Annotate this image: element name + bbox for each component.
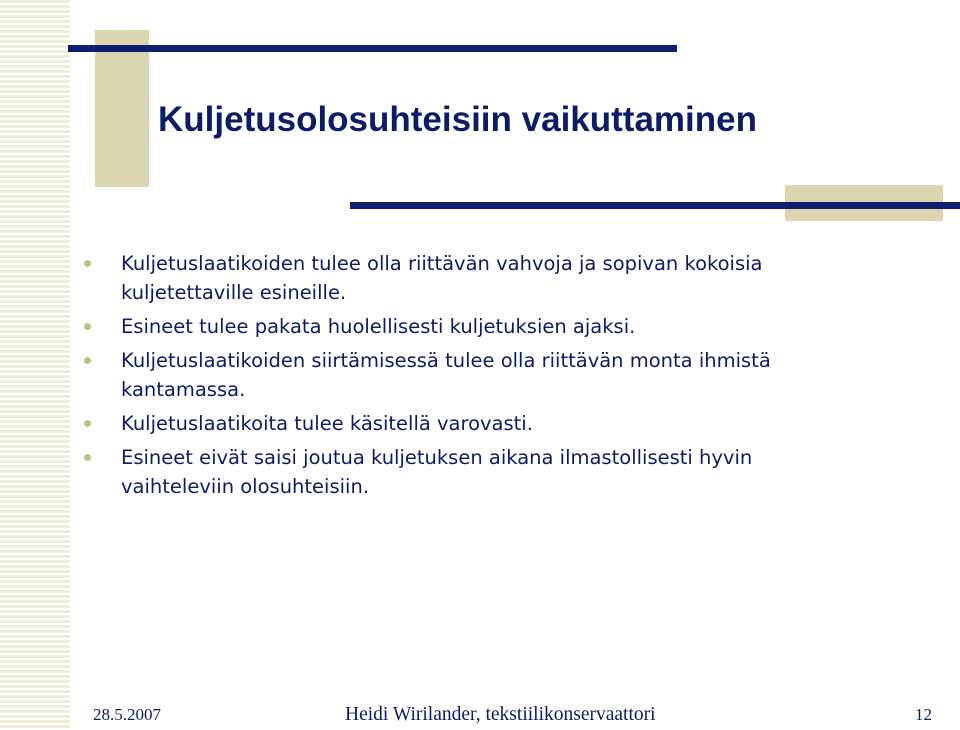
decorative-navy-line-bottom [350, 202, 960, 209]
bullet-text: Esineet eivät saisi joutua kuljetuksen aikana ilmastollisesti hyvin vaihteleviin olosuhteisiin. [121, 446, 753, 498]
bullet-text: Kuljetuslaatikoiden siirtämisessä tulee olla riittävän monta ihmistä kantamassa. [121, 349, 771, 401]
bullet-item [84, 346, 844, 404]
bullet-item [84, 249, 844, 307]
bullet-list [84, 249, 844, 506]
bullet-text: Kuljetuslaatikoiden tulee olla riittävän vahvoja ja sopivan kokoisia kuljetettaville esineille. [121, 252, 763, 304]
footer-author: Heidi Wirilander, tekstiilikonservaattori [345, 704, 656, 725]
bullet-dot-icon [84, 323, 91, 330]
bullet-text: Kuljetuslaatikoita tulee käsitellä varovasti. [121, 412, 533, 435]
bullet-item [84, 443, 844, 501]
bullet-item [84, 312, 844, 341]
footer-page-number: 12 [915, 705, 932, 724]
bullet-text: Esineet tulee pakata huolellisesti kuljetuksien ajaksi. [121, 315, 636, 338]
footer-date: 28.5.2007 [93, 705, 161, 724]
bullet-dot-icon [84, 260, 91, 267]
bullet-dot-icon [84, 357, 91, 364]
decorative-stripes [0, 0, 70, 730]
decorative-tan-block-vertical [95, 30, 149, 187]
slide-title: Kuljetusolosuhteisiin vaikuttaminen [158, 100, 757, 139]
bullet-dot-icon [84, 454, 91, 461]
bullet-dot-icon [84, 420, 91, 427]
decorative-navy-line-top [68, 45, 677, 52]
bullet-item [84, 409, 844, 438]
